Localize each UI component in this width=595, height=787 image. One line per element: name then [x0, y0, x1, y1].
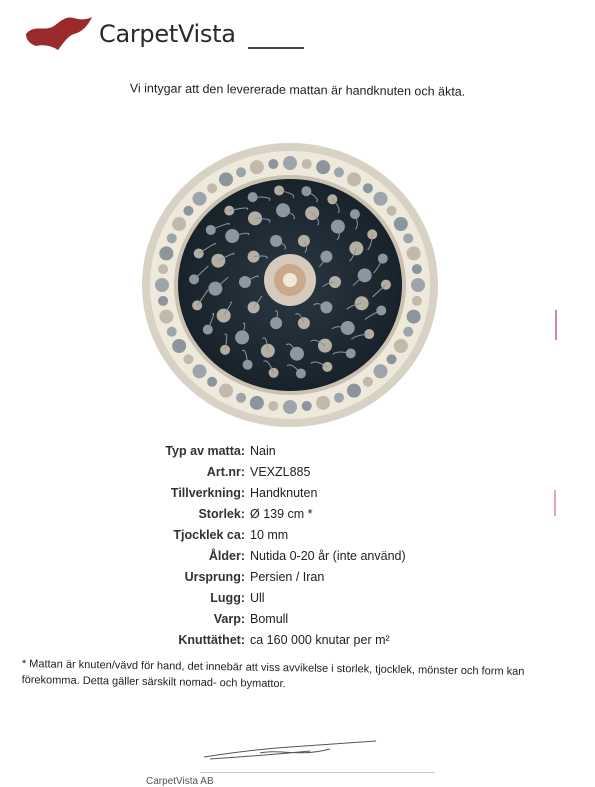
- spec-label: Ursprung:: [184, 570, 245, 584]
- brand-name: CarpetVista: [99, 20, 236, 48]
- spec-label: Varp:: [213, 612, 245, 626]
- margin-highlight-mark: [554, 490, 556, 516]
- spec-label: Ålder:: [208, 549, 245, 563]
- spec-row-age: [0, 549, 595, 569]
- spec-row-article: [0, 465, 595, 485]
- rug-photo: [140, 140, 440, 430]
- spec-label: Tillverkning:: [170, 486, 245, 500]
- spec-row-thickness: [0, 528, 595, 548]
- footer-company-text: CarpetVista AB: [146, 776, 214, 787]
- spec-label: Art.nr:: [206, 465, 245, 479]
- spec-value: Persien / Iran: [250, 570, 325, 584]
- spec-value: Nain: [250, 444, 276, 458]
- footnote: * Mattan är knuten/vävd för hand, det innebär att viss avvikelse i storlek, tjocklek, mönster och form kan förekomma. Detta gäller särskilt nomad- och bymattor.: [21, 657, 525, 691]
- spec-row-warp: [0, 612, 595, 632]
- header-rule: [248, 47, 304, 49]
- spec-value: Bomull: [250, 612, 289, 626]
- signature-line: [200, 772, 435, 773]
- spec-row-knot-density: [0, 633, 595, 653]
- spec-label: Storlek:: [198, 507, 245, 521]
- carpet-logo-icon: [24, 14, 94, 54]
- spec-row-manufacture: [0, 486, 595, 506]
- authenticity-statement: Vi intygar att den levererade mattan är handknuten och äkta.: [129, 81, 466, 99]
- spec-row-pile: [0, 591, 595, 611]
- spec-row-size: [0, 507, 595, 527]
- spec-value: Nutida 0-20 år (inte använd): [250, 549, 406, 563]
- spec-label: Typ av matta:: [165, 444, 245, 458]
- company-logo: [24, 12, 264, 56]
- spec-value: ca 160 000 knutar per m²: [250, 633, 390, 647]
- spec-row-type: [0, 444, 595, 464]
- spec-label: Lugg:: [210, 591, 245, 605]
- margin-highlight-mark: [555, 310, 557, 340]
- spec-label: Knuttäthet:: [178, 633, 245, 647]
- spec-value: Handknuten: [250, 486, 318, 500]
- spec-value: Ø 139 cm *: [250, 507, 313, 521]
- spec-value: 10 mm: [250, 528, 289, 542]
- spec-row-origin: [0, 570, 595, 590]
- spec-value: Ull: [250, 591, 265, 605]
- spec-label: Tjocklek ca:: [173, 528, 245, 542]
- spec-value: VEXZL885: [250, 465, 311, 479]
- signature-scribble: [200, 735, 380, 765]
